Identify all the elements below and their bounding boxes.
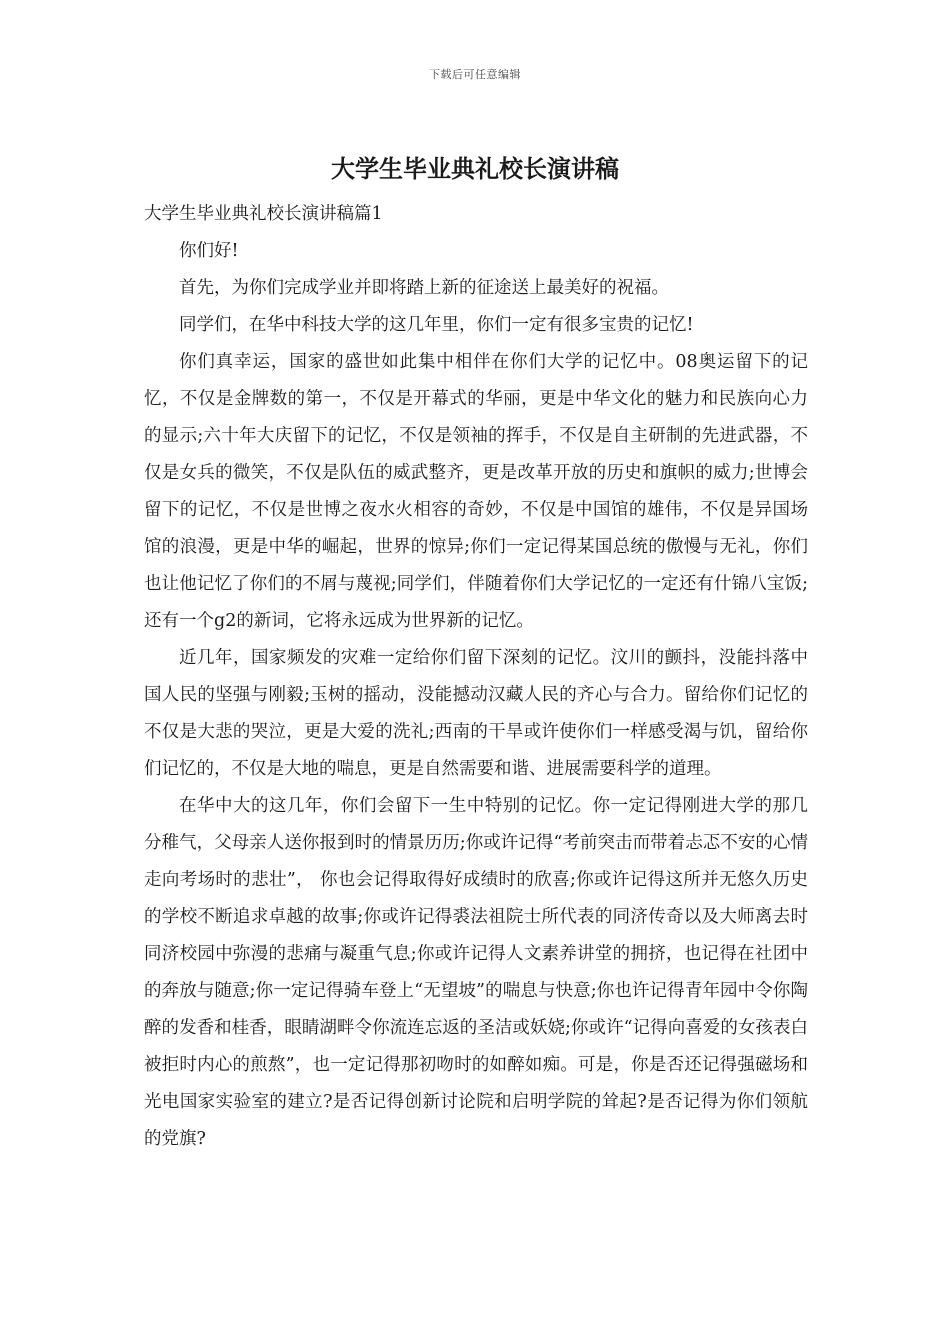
paragraph-memories-intro: 同学们，在华中科技大学的这几年里，你们一定有很多宝贵的记忆!: [179, 315, 694, 335]
document-subtitle: 大学生毕业典礼校长演讲稿篇1: [144, 204, 383, 224]
paragraph-disasters: 近几年，国家频发的灾难一定给你们留下深刻的记忆。汶川的颤抖，没能抖落中国人民的坚强与刚毅;玉树的摇动，没能撼动汉藏人民的齐心与合力。留给你们记忆的不仅是大悲的哭泣，更是大爱的洗礼;西南的干旱或许使你们一样感受渴与饥，留给你们记忆的，不仅是大地的喘息，更是自然需要和谐、进展需要科学的道理。: [144, 648, 808, 779]
paragraph-blessing: 首先，为你们完成学业并即将踏上新的征途送上最美好的祝福。: [179, 278, 669, 298]
page-header-note: 下载后可任意编辑: [429, 68, 521, 81]
paragraph-greeting: 你们好!: [179, 241, 239, 261]
document-title: 大学生毕业典礼校长演讲稿: [331, 154, 619, 183]
paragraph-national-events: 你们真幸运，国家的盛世如此集中相伴在你们大学的记忆中。08奥运留下的记忆，不仅是金牌数的第一，不仅是开幕式的华丽，更是中华文化的魅力和民族向心力的显示;六十年大庆留下的记忆，不仅是领袖的挥手，不仅是自主研制的先进武器，不仅是女兵的微笑，不仅是队伍的威武整齐，更是改革开放的历史和旗帜的威力;世博会留下的记忆，不仅是世博之夜水火相容的奇妙，不仅是中国馆的雄伟，不仅是异国场馆的浪漫，更是中华的崛起，世界的惊异;你们一定记得某国总统的傲慢与无礼，你们也让他记忆了你们的不屑与蔑视;同学们，伴随着你们大学记忆的一定还有什锦八宝饭;还有一个g2的新词，它将永远成为世界新的记忆。: [144, 352, 808, 631]
paragraph-campus-memories: 在华中大的这几年，你们会留下一生中特别的记忆。你一定记得刚进大学的那几分稚气，父母亲人送你报到时的情景历历;你或许记得“考前突击而带着忐忑不安的心情走向考场时的悲壮”， 你也会记得取得好成绩时的欣喜;你或许记得这所并无悠久历史的学校不断追求卓越的故事;你或许记得裘法祖院士所代表的同济传奇以及大师离去时同济校园中弥漫的悲痛与凝重气息;你或许记得人文素养讲堂的拥挤，也记得在社团中的奔放与随意;你一定记得骑车登上“无望坡”的喘息与快意;你也许记得青年园中令你陶醉的发香和桂香，眼睛湖畔令你流连忘返的圣洁或妖娆;你或许“记得向喜爱的女孩表白被拒时内心的煎熬”，也一定记得那初吻时的如醉如痴。可是，你是否还记得强磁场和光电国家实验室的建立?是否记得创新讨论院和启明学院的耸起?是否记得为你们领航的党旗?: [144, 796, 808, 1149]
document-body: [144, 196, 808, 1158]
